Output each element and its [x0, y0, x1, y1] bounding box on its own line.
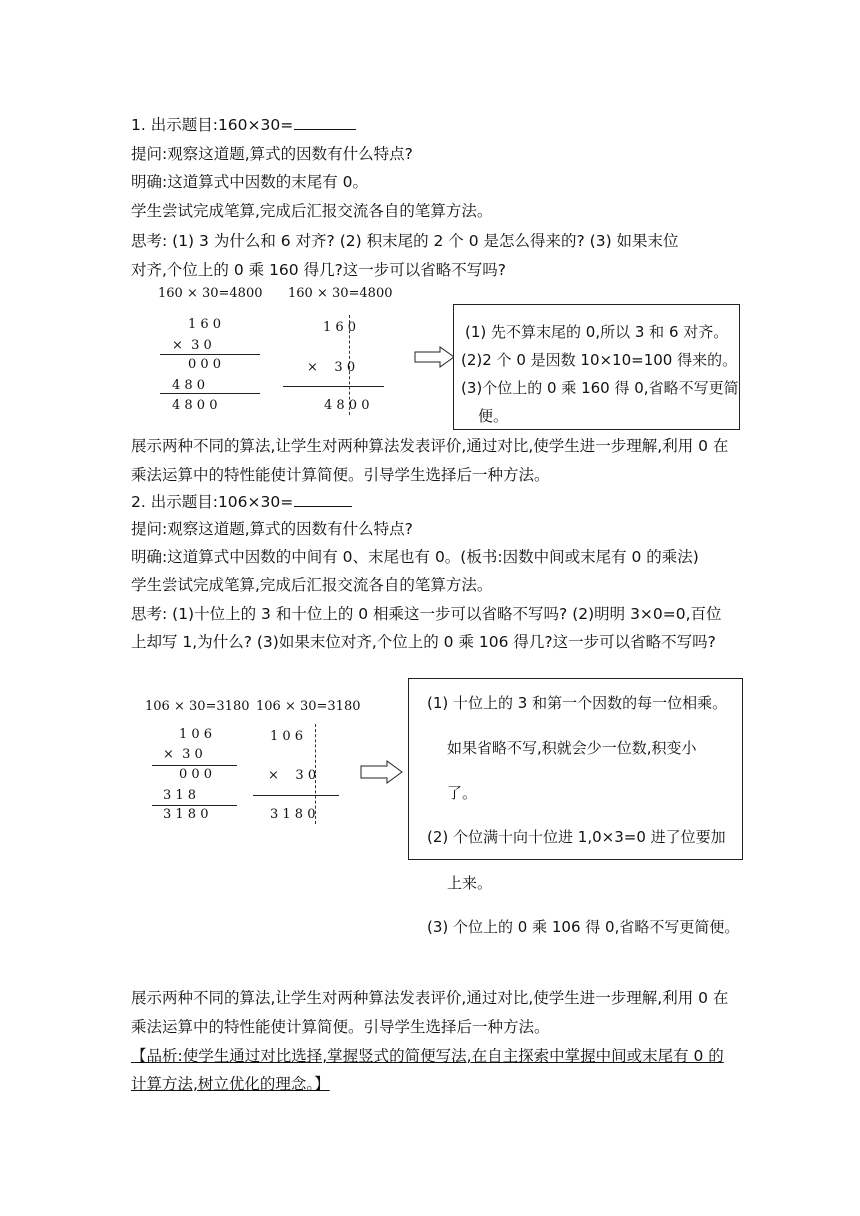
box1-line4: 便。 — [478, 407, 509, 425]
alignment-dashed-line — [349, 315, 350, 415]
calc4-row3: 3 1 8 0 — [270, 807, 316, 822]
section2-question: 提问:观察这道题,算式的因数有什么特点? — [131, 520, 413, 538]
calc3-rule2 — [152, 805, 237, 806]
calc1-row1: 1 6 0 — [188, 317, 222, 332]
answer-blank — [294, 115, 356, 130]
calc3-row4: 3 1 8 — [163, 788, 197, 803]
right-arrow-icon — [414, 346, 456, 368]
equation-right-2: 106 × 30=3180 — [256, 699, 361, 714]
calc3-row3: 0 0 0 — [179, 767, 213, 782]
section1-answer: 明确:这道算式中因数的末尾有 0。 — [131, 173, 369, 191]
alignment-dashed-line-2 — [315, 724, 316, 824]
calc4-row1: 1 0 6 — [270, 729, 304, 744]
answer-blank-2 — [294, 492, 352, 507]
section2-answer: 明确:这道算式中因数的中间有 0、末尾也有 0。(板书:因数中间或末尾有 0 的乘法) — [131, 548, 699, 566]
calc3-row2: × 3 0 — [163, 747, 203, 762]
section1-think-line1: 思考: (1) 3 为什么和 6 对齐? (2) 积末尾的 2 个 0 是怎么得来的? (3) 如果末位 — [131, 232, 679, 250]
section1-title-text: 1. 出示题目:160×30= — [131, 116, 294, 134]
section1-show-line1: 展示两种不同的算法,让学生对两种算法发表评价,通过对比,使学生进一步理解,利用 0 在 — [131, 437, 729, 455]
calc1-row3: 0 0 0 — [188, 357, 222, 372]
analysis-line1: 【品析:使学生通过对比选择,掌握竖式的简便写法,在自主探索中掌握中间或末尾有 0 的 — [131, 1047, 724, 1065]
calc1-row5: 4 8 0 0 — [172, 398, 218, 413]
box2-line1: (1) 十位上的 3 和第一个因数的每一位相乘。 — [427, 694, 728, 712]
calc3-row1: 1 0 6 — [179, 727, 213, 742]
box1-line3: (3)个位上的 0 乘 160 得 0,省略不写更简 — [461, 379, 739, 397]
section1-think-line2: 对齐,个位上的 0 乘 160 得几?这一步可以省略不写吗? — [131, 261, 507, 279]
equation-left-2: 106 × 30=3180 — [145, 699, 250, 714]
analysis-line2: 计算方法,树立优化的理念。】 — [131, 1075, 330, 1093]
calc3-row5: 3 1 8 0 — [163, 807, 209, 822]
calc2-row1: 1 6 0 — [323, 320, 357, 335]
section2-think-line2: 上却写 1,为什么? (3)如果末位对齐,个位上的 0 乘 106 得几?这一步可以省略不写吗? — [131, 633, 716, 651]
box1-line2: (2)2 个 0 是因数 10×10=100 得来的。 — [461, 351, 738, 369]
section2-title-text: 2. 出示题目:106×30= — [131, 493, 294, 511]
section2-show-line1: 展示两种不同的算法,让学生对两种算法发表评价,通过对比,使学生进一步理解,利用 0 在 — [131, 989, 729, 1007]
calc3-rule1 — [152, 765, 237, 766]
calc1-rule2 — [160, 393, 260, 394]
section1-show-line2: 乘法运算中的特性能使计算简便。引导学生选择后一种方法。 — [131, 466, 550, 484]
box2-line2: 如果省略不写,积就会少一位数,积变小 — [447, 739, 697, 757]
calc1-rule1 — [160, 354, 260, 355]
box2-after-line2: (3) 个位上的 0 乘 106 得 0,省略不写更简便。 — [427, 918, 740, 936]
section1-question: 提问:观察这道题,算式的因数有什么特点? — [131, 145, 413, 163]
box2-after-line1: 上来。 — [447, 874, 493, 892]
calc2-rule — [283, 386, 384, 387]
calc1-row4: 4 8 0 — [172, 378, 206, 393]
equation-right-1: 160 × 30=4800 — [288, 286, 393, 301]
section2-title — [131, 491, 352, 513]
section2-show-line2: 乘法运算中的特性能使计算简便。引导学生选择后一种方法。 — [131, 1018, 550, 1036]
box1-line1: (1) 先不算末尾的 0,所以 3 和 6 对齐。 — [465, 323, 729, 341]
section2-try: 学生尝试完成笔算,完成后汇报交流各自的笔算方法。 — [131, 576, 493, 594]
calc4-row2: × 3 0 — [268, 768, 317, 783]
calc4-rule — [253, 795, 339, 796]
calc2-row2: × 3 0 — [307, 360, 356, 375]
right-arrow-icon-2 — [360, 760, 404, 784]
section2-think-line1: 思考: (1)十位上的 3 和十位上的 0 相乘这一步可以省略不写吗? (2)明明 3×0=0,百位 — [131, 605, 722, 623]
calc2-row3: 4 8 0 0 — [324, 398, 370, 413]
calc1-row2: × 3 0 — [172, 338, 212, 353]
section1-title — [131, 114, 356, 136]
box2-line4: (2) 个位满十向十位进 1,0×3=0 进了位要加 — [427, 828, 726, 846]
equation-left-1: 160 × 30=4800 — [158, 286, 263, 301]
box2-line3: 了。 — [447, 784, 478, 802]
section1-try: 学生尝试完成笔算,完成后汇报交流各自的笔算方法。 — [131, 202, 493, 220]
